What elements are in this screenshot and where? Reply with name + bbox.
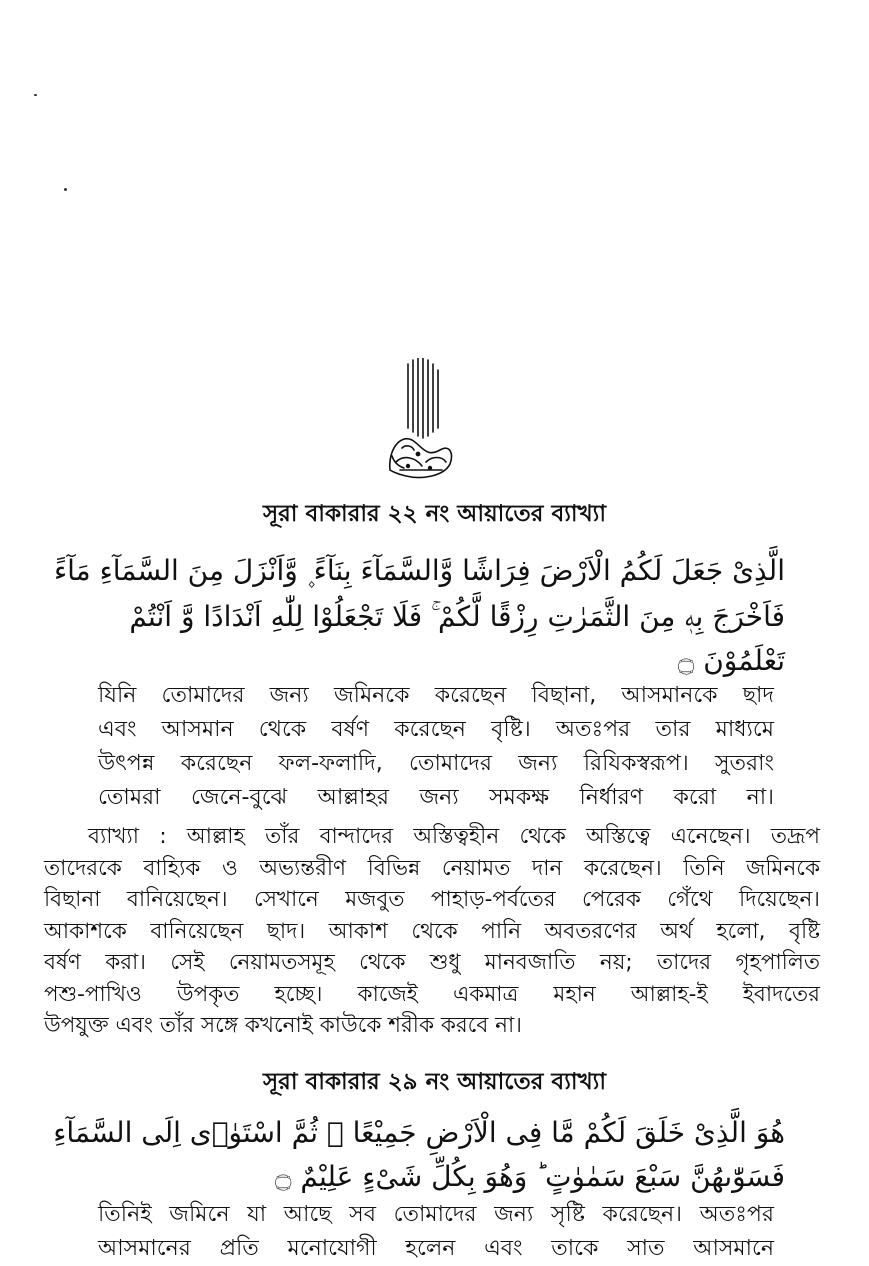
translation-line: আসমানের প্রতি মনোযোগী হলেন এবং তাকে সাত আসমানে xyxy=(98,1236,774,1261)
commentary-line: তাদেরকে বাহ্যিক ও অভ্যন্তরীণ বিভিন্ন নেয়ামত দান করেছেন। তিনি জমিনকে xyxy=(44,855,820,881)
verse-translation xyxy=(98,1198,774,1266)
translation-line: উৎপন্ন করেছেন ফল-ফলাদি, তোমাদের জন্য রিযিকস্বরূপ। সুতরাং xyxy=(98,751,774,776)
translation-line: এবং আসমান থেকে বর্ষণ করেছেন বৃষ্টি। অতঃপর তার মাধ্যমে xyxy=(98,717,774,742)
section-heading-ayat-29: সূরা বাকারার ২৯ নং আয়াতের ব্যাখ্যা xyxy=(262,1069,607,1095)
arabic-verse-line: هُوَ الَّذِیْ خَلَقَ لَكُمْ مَّا فِی الْاَرْضِ جَمِیْعًا ۗ ثُمَّ اسْتَوٰۤی اِلَی السَّمَآءِ xyxy=(53,1116,785,1149)
arabic-verse-line: تَعْلَمُوْنَ ۝ xyxy=(677,644,785,677)
translation-line: যিনি তোমাদের জন্য জমিনকে করেছেন বিছানা, আসমানকে ছাদ xyxy=(98,683,774,708)
scan-speck xyxy=(34,94,37,96)
commentary-line: বিছানা বানিয়েছেন। সেখানে মজবুত পাহাড়-পর্বতের পেরেক গেঁথে দিয়েছেন। xyxy=(44,887,820,912)
commentary-line: বর্ষণ করা। সেই নেয়ামতসমূহ থেকে শুধু মানবজাতি নয়; তাদের গৃহপালিত xyxy=(44,950,820,975)
translation-line: তোমরা জেনে-বুঝে আল্লাহর জন্য সমকক্ষ নির্ধারণ করো না। xyxy=(98,785,774,810)
scan-speck xyxy=(64,188,67,191)
commentary-line: পশু-পাখিও উপকৃত হচ্ছে। কাজেই একমাত্র মহান আল্লাহ-ই ইবাদতের xyxy=(44,981,820,1007)
commentary-line: আকাশকে বানিয়েছেন ছাদ। আকাশ থেকে পানি অবতরণের অর্থ হলো, বৃষ্টি xyxy=(44,918,820,944)
arabic-verse-line: الَّذِیْ جَعَلَ لَكُمُ الْاَرْضَ فِرَاشًا وَّالسَّمَآءَ بِنَآءً ۪ وَّاَنْزَلَ مِنَ السَّمَآءِ مَآءً xyxy=(53,554,785,587)
translation-line: তিনিই জমিনে যা আছে সব তোমাদের জন্য সৃষ্টি করেছেন। অতঃপর xyxy=(98,1202,774,1227)
arabic-verse-line: فَاَخْرَجَ بِهٖ مِنَ الثَّمَرٰتِ رِزْقًا لَّكُمْ ۚ فَلَا تَجْعَلُوْا لِلّٰهِ اَنْدَادًا وَّ اَنْتُمْ xyxy=(129,600,785,633)
bismillah-calligraphy-icon xyxy=(382,358,460,482)
verse-translation xyxy=(98,679,774,815)
commentary-line: উপযুক্ত এবং তাঁর সঙ্গে কখনোই কাউকে শরীক করবে না। xyxy=(44,1013,522,1038)
commentary-paragraph xyxy=(44,821,820,1042)
arabic-verse-line: فَسَوّٰىهُنَّ سَبْعَ سَمٰوٰتٍ ؕ وَهُوَ بِكُلِّ شَیْءٍ عَلِیْمٌ ۝ xyxy=(275,1160,785,1193)
section-heading-ayat-22: সূরা বাকারার ২২ নং আয়াতের ব্যাখ্যা xyxy=(262,501,607,527)
commentary-line: ব্যাখ্যা : আল্লাহ তাঁর বান্দাদের অস্তিত্বহীন থেকে অস্তিত্বে এনেছেন। তদ্রূপ xyxy=(88,824,820,849)
